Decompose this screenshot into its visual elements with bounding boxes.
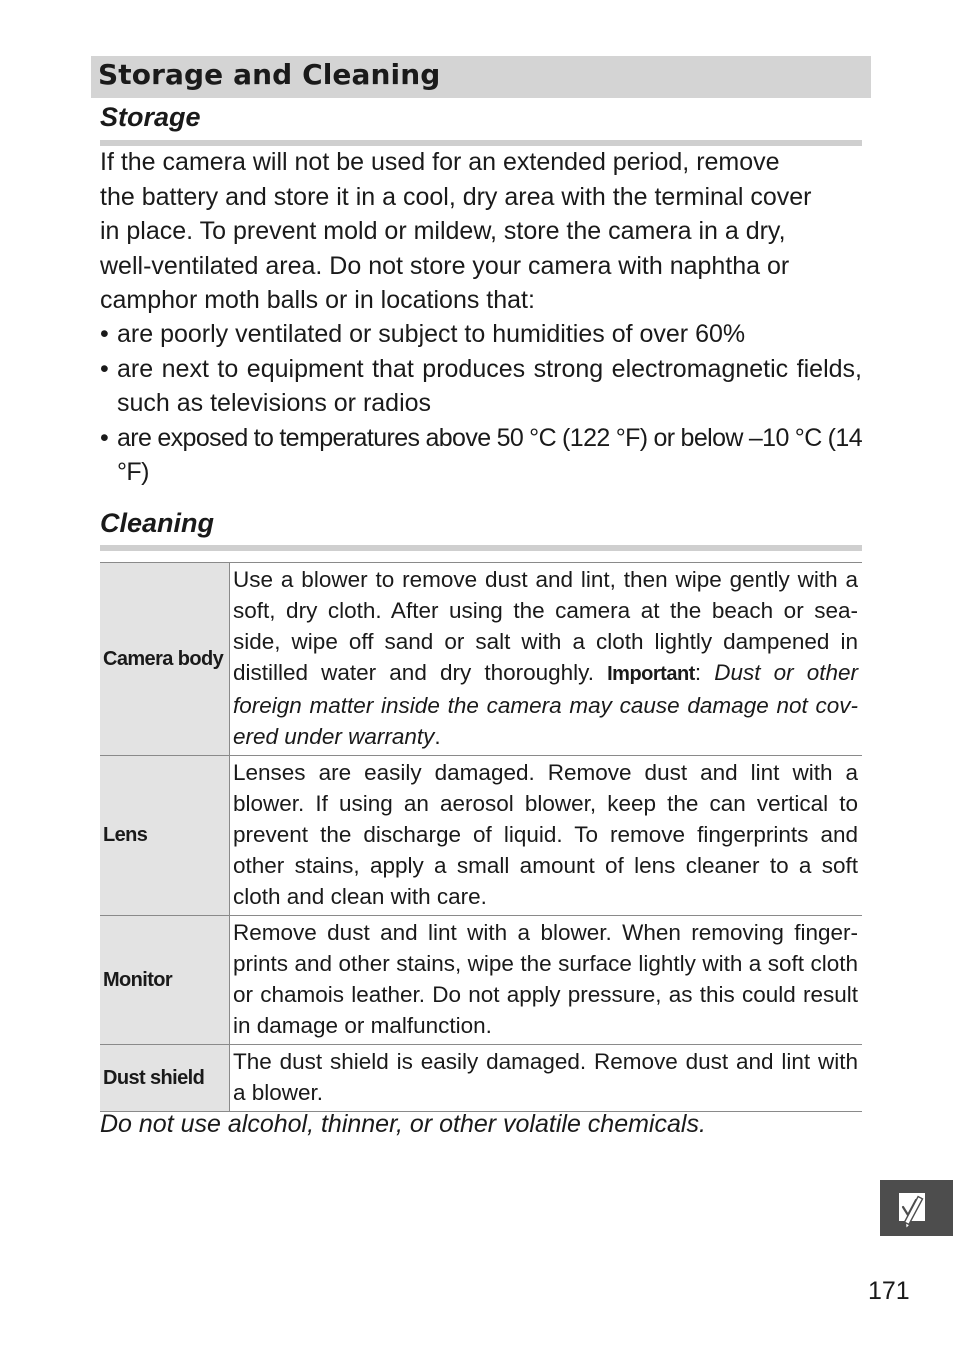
row-label-camera-body: Camera body [100,563,230,756]
storage-line-4: well-ventilated area. Do not store your camera with naphtha or [100,252,790,280]
row-label-dust-shield: Dust shield [100,1045,230,1112]
section-title-bar [91,56,871,98]
row-text-dust-shield: The dust shield is easily damaged. Remove dust and lint with a blower. [233,1049,858,1105]
row-text-monitor: Remove dust and lint with a blower. When removing finger-prints and other stains, wipe the surface lightly with a soft cloth or chamois leather. Do not apply pressure, as this could result in damage or malfunction. [233,920,858,1038]
chapter-tab [880,1180,953,1236]
storage-bullet-list [100,317,862,490]
storage-heading: Storage [100,102,201,132]
bullet-text: are exposed to temperatures above 50 °C (122 °F) or below –10 °C (14 °F) [117,423,862,486]
pencil-check-icon [880,1180,953,1236]
table-row [100,916,862,1045]
bullet-dot: • [100,423,109,452]
camera-body-text: Use a blower to remove dust and lint, then wipe gently with a soft, dry cloth. After using the camera at the beach or sea-side, wipe off sand or salt with a cloth lightly dampened in distilled water and dry thoroughly. [233,567,858,685]
storage-line-5: camphor moth balls or in locations that: [100,286,535,314]
row-label-monitor: Monitor [100,916,230,1045]
cleaning-heading: Cleaning [100,508,215,538]
bullet-dot: • [100,320,109,348]
row-text-lens: Lenses are easily damaged. Remove dust and lint with a blower. If using an aerosol blower, keep the can vertical to prevent the discharge of liquid. To remove fingerprints and other stains, apply a small amount of lens cleaner to a soft cloth and clean with care. [233,760,858,909]
row-text-camera-body [230,563,863,756]
bullet-text: are poorly ventilated or subject to humidities of over 60% [117,320,746,348]
list-item [100,421,862,490]
important-text: Dust or other foreign matter inside the camera may cause damage not cov-ered under warranty [233,660,858,749]
bullet-dot: • [100,354,109,383]
table-row [100,1045,862,1112]
row-label-lens: Lens [100,756,230,916]
cleaning-table [100,562,862,1112]
table-row [100,563,862,756]
cleaning-footnote: Do not use alcohol, thinner, or other volatile chemicals. [100,1110,706,1138]
important-separator: : [694,660,715,685]
section-title: Storage and Cleaning [98,58,441,91]
important-end: . [434,724,441,749]
list-item [100,352,862,421]
storage-line-3: in place. To prevent mold or mildew, store the camera in a dry, [100,217,786,245]
important-label: Important [607,663,695,685]
storage-line-1: If the camera will not be used for an extended period, remove [100,148,780,176]
table-row [100,756,862,916]
list-item [100,317,862,352]
cleaning-heading-rule [100,545,862,551]
page-number: 171 [868,1277,910,1305]
bullet-text: are next to equipment that produces strong electromagnetic fields, such as televisions or radios [117,354,862,417]
storage-line-2: the battery and store it in a cool, dry area with the terminal cover [100,183,812,211]
